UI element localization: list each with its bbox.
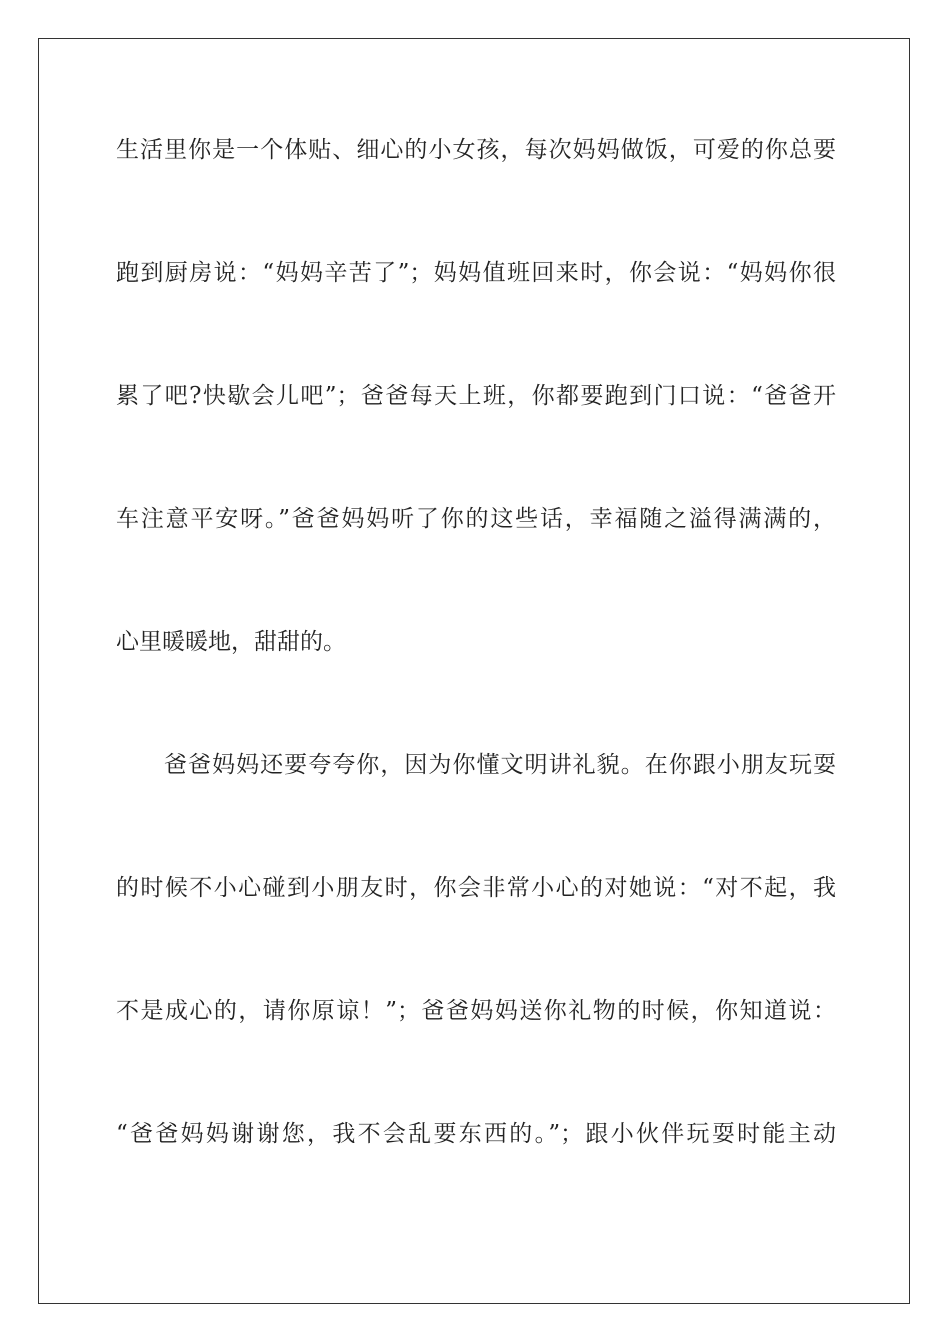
paragraph-2-line-2: 的时候不小心碰到小朋友时，你会非常小心的对她说：“对不起，我 bbox=[116, 875, 836, 901]
paragraph-1-line-1: 生活里你是一个体贴、细心的小女孩，每次妈妈做饭，可爱的你总要 bbox=[116, 137, 836, 163]
paragraph-1-line-2: 跑到厨房说：“妈妈辛苦了”；妈妈值班回来时，你会说：“妈妈你很 bbox=[116, 260, 836, 286]
page-border bbox=[38, 38, 910, 1304]
paragraph-1-line-5: 心里暖暖地，甜甜的。 bbox=[116, 629, 346, 655]
paragraph-1-line-3: 累了吧?快歇会儿吧”；爸爸每天上班，你都要跑到门口说：“爸爸开 bbox=[116, 383, 836, 409]
paragraph-1-line-4: 车注意平安呀。”爸爸妈妈听了你的这些话，幸福随之溢得满满的， bbox=[116, 506, 836, 532]
paragraph-2-line-4: “爸爸妈妈谢谢您，我不会乱要东西的。”；跟小伙伴玩耍时能主动 bbox=[116, 1121, 836, 1147]
paragraph-2-line-1: 爸爸妈妈还要夸夸你，因为你懂文明讲礼貌。在你跟小朋友玩耍 bbox=[164, 752, 836, 778]
paragraph-2-line-3: 不是成心的，请你原谅！”；爸爸妈妈送你礼物的时候，你知道说： bbox=[116, 998, 836, 1024]
